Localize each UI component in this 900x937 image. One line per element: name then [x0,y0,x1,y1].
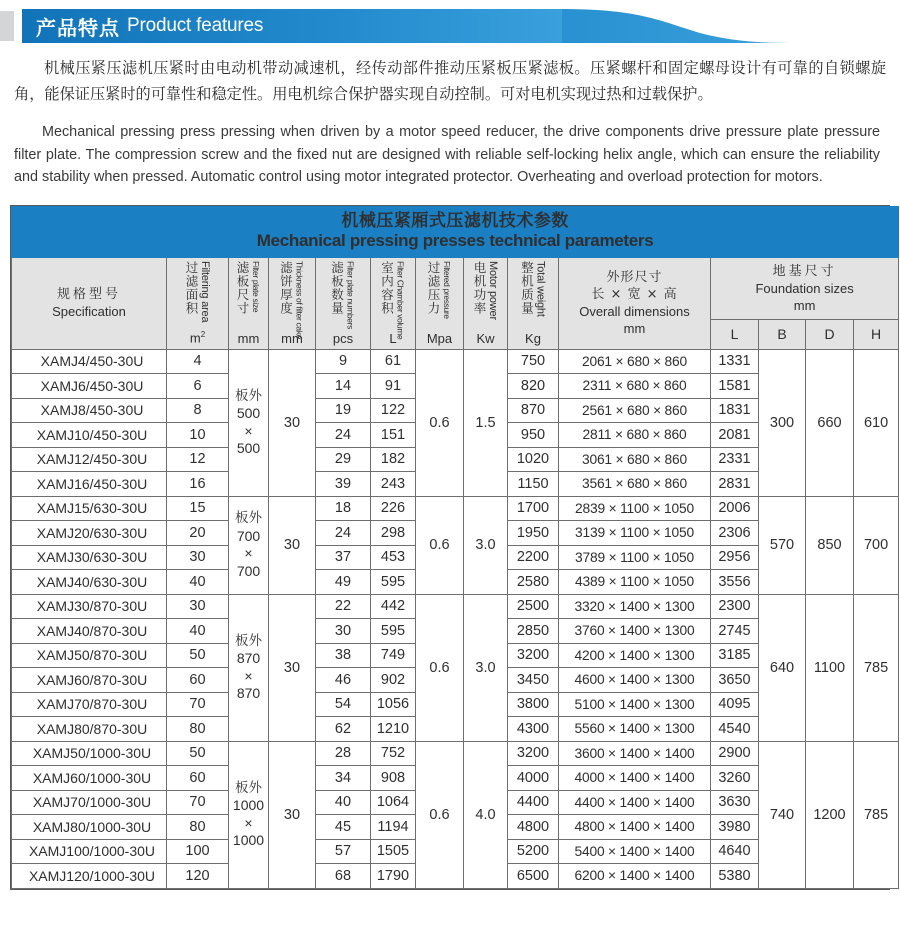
header-thickness-filter-cake-en: Thickness of filter cake [294,260,305,339]
cell-specification: XAMJ40/630-30U [12,570,167,595]
cell-foundation-l: 1831 [711,398,759,423]
spec-table-container [10,205,890,890]
intro-paragraph-en: Mechanical pressing press pressing when driven by a motor speed reducer, the drive components drive pressure plate pressure filter plate. The compression screw and the fixed nut are designed with reliable self-locking helix angle, which can ensure the reliability and stability when pressed. Automatic control using motor integrated protector. Overheating and overload protection for motors. [14,124,880,185]
cell-filtering-area: 20 [167,521,229,546]
cell-chamber-volume: 122 [371,398,416,423]
header-foundation-l: L [711,320,759,349]
header-specification-en: Specification [52,304,126,319]
header-filter-plate-number [316,257,371,349]
cell-specification: XAMJ80/870-30U [12,717,167,742]
cell-filtering-area: 12 [167,447,229,472]
cell-specification: XAMJ40/870-30U [12,619,167,644]
cell-foundation-l: 2900 [711,741,759,766]
header-foundation-unit: mm [793,297,816,313]
header-specification [12,257,167,349]
header-filtering-area-unit: $m^2$ [189,330,206,346]
intro-paragraph-cn: 机械压紧压滤机压紧时由电动机带动减速机，经传动部件推动压紧板压紧滤板。压紧螺杆和固定螺母设计有可靠的自锁螺旋角，能保证压紧时的可靠性和稳定性。用电机综合保护器实现自动控制。可对电机实现过热和过载保护。 [14,59,886,103]
cell-specification: XAMJ30/870-30U [12,594,167,619]
cell-foundation-l: 2300 [711,594,759,619]
cell-specification: XAMJ15/630-30U [12,496,167,521]
cell-foundation-l: 2306 [711,521,759,546]
cell-foundation-l: 1581 [711,374,759,399]
cell-total-weight: 1020 [508,447,559,472]
header-filtering-area-en: Filtering area [199,260,211,322]
cell-total-weight: 2200 [508,545,559,570]
cell-total-weight: 1150 [508,472,559,497]
cell-foundation-h: 610 [854,349,899,496]
cell-filter-plate-number: 57 [316,839,371,864]
header-motor-power [464,257,508,349]
cell-total-weight: 2580 [508,570,559,595]
cell-filter-plate-number: 9 [316,349,371,374]
cell-overall-dimensions: 3789 × 1100 × 1050 [559,545,711,570]
cell-overall-dimensions: 4389 × 1100 × 1050 [559,570,711,595]
cell-filter-plate-number: 37 [316,545,371,570]
cell-filter-plate-number: 54 [316,692,371,717]
table-row [12,349,899,374]
cell-filter-plate-size: 板外 870 × 870 [229,594,269,741]
cell-thickness-filter-cake: 30 [269,594,316,741]
cell-foundation-l: 2081 [711,423,759,448]
cell-filter-plate-number: 24 [316,423,371,448]
cell-chamber-volume: 595 [371,570,416,595]
cell-total-weight: 820 [508,374,559,399]
header-total-weight [508,257,559,349]
header-filter-plate-size [229,257,269,349]
header-thickness-filter-cake-cn: 滤饼厚度 [278,260,294,315]
header-filter-plate-size-cn: 滤板尺寸 [235,260,250,315]
cell-specification: XAMJ20/630-30U [12,521,167,546]
cell-foundation-l: 5380 [711,864,759,889]
header-motor-power-en: Motor power [487,260,499,320]
cell-motor-power: 3.0 [464,496,508,594]
cell-specification: XAMJ100/1000-30U [12,839,167,864]
cell-specification: XAMJ4/450-30U [12,349,167,374]
table-title-cell [12,206,899,257]
header-foundation-h: H [854,320,899,349]
cell-thickness-filter-cake: 30 [269,349,316,496]
header-chamber-volume-unit: L [389,330,397,346]
cell-filtered-pressure: 0.6 [416,496,464,594]
page-header-banner [0,7,900,49]
cell-overall-dimensions: 4600 × 1400 × 1300 [559,668,711,693]
cell-total-weight: 3450 [508,668,559,693]
cell-foundation-d: 1200 [806,741,854,888]
cell-thickness-filter-cake: 30 [269,741,316,888]
cell-overall-dimensions: 4800 × 1400 × 1400 [559,815,711,840]
cell-filtering-area: 60 [167,766,229,791]
table-header-row [12,257,899,320]
cell-filtered-pressure: 0.6 [416,594,464,741]
cell-filtering-area: 70 [167,692,229,717]
cell-foundation-l: 2331 [711,447,759,472]
cell-chamber-volume: 902 [371,668,416,693]
cell-foundation-l: 3650 [711,668,759,693]
cell-filter-plate-number: 28 [316,741,371,766]
table-row [12,594,899,619]
cell-filtering-area: 4 [167,349,229,374]
header-total-weight-unit: Kg [525,330,541,346]
cell-motor-power: 1.5 [464,349,508,496]
cell-chamber-volume: 151 [371,423,416,448]
cell-filter-plate-size: 板外 1000 × 1000 [229,741,269,888]
header-filtering-area [167,257,229,349]
cell-overall-dimensions: 2561 × 680 × 860 [559,398,711,423]
cell-chamber-volume: 1056 [371,692,416,717]
cell-total-weight: 3200 [508,643,559,668]
header-filter-plate-number-unit: pcs [332,330,354,346]
cell-foundation-l: 2006 [711,496,759,521]
table-title-en: Mechanical pressing presses technical parameters [256,230,654,250]
cell-foundation-l: 3260 [711,766,759,791]
table-title-row [12,206,899,257]
cell-chamber-volume: 908 [371,766,416,791]
cell-chamber-volume: 91 [371,374,416,399]
header-foundation-b: B [759,320,806,349]
cell-foundation-d: 660 [806,349,854,496]
cell-filter-plate-number: 40 [316,790,371,815]
cell-chamber-volume: 1505 [371,839,416,864]
cell-specification: XAMJ60/1000-30U [12,766,167,791]
cell-chamber-volume: 298 [371,521,416,546]
cell-filtering-area: 100 [167,839,229,864]
cell-filtering-area: 30 [167,594,229,619]
header-filtered-pressure-unit: Mpa [426,330,453,346]
header-chamber-volume [371,257,416,349]
cell-specification: XAMJ16/450-30U [12,472,167,497]
cell-specification: XAMJ60/870-30U [12,668,167,693]
cell-overall-dimensions: 2811 × 680 × 860 [559,423,711,448]
cell-specification: XAMJ120/1000-30U [12,864,167,889]
cell-overall-dimensions: 2061 × 680 × 860 [559,349,711,374]
cell-foundation-d: 1100 [806,594,854,741]
cell-foundation-l: 3980 [711,815,759,840]
cell-chamber-volume: 226 [371,496,416,521]
cell-chamber-volume: 1790 [371,864,416,889]
cell-specification: XAMJ50/1000-30U [12,741,167,766]
cell-overall-dimensions: 3061 × 680 × 860 [559,447,711,472]
header-filtered-pressure-en: Filtered pressure [442,260,452,319]
cell-filter-plate-number: 22 [316,594,371,619]
cell-foundation-h: 785 [854,741,899,888]
header-specification-cn: 规格型号 [56,287,121,302]
cell-filter-plate-number: 18 [316,496,371,521]
spec-table-body [12,349,899,888]
cell-foundation-b: 570 [759,496,806,594]
header-filtered-pressure [416,257,464,349]
cell-filtering-area: 80 [167,717,229,742]
cell-filtering-area: 8 [167,398,229,423]
cell-overall-dimensions: 6200 × 1400 × 1400 [559,864,711,889]
cell-filter-plate-number: 45 [316,815,371,840]
cell-foundation-l: 2956 [711,545,759,570]
cell-overall-dimensions: 4200 × 1400 × 1300 [559,643,711,668]
header-motor-power-unit: Kw [476,330,495,346]
header-filter-plate-size-unit: mm [237,330,260,346]
table-title-cn: 机械压紧厢式压滤机技术参数 [341,210,569,231]
cell-overall-dimensions: 5100 × 1400 × 1300 [559,692,711,717]
cell-chamber-volume: 243 [371,472,416,497]
cell-filter-plate-number: 34 [316,766,371,791]
header-total-weight-en: Total weight [534,260,547,317]
cell-specification: XAMJ8/450-30U [12,398,167,423]
cell-total-weight: 1700 [508,496,559,521]
cell-filtering-area: 10 [167,423,229,448]
cell-chamber-volume: 595 [371,619,416,644]
cell-filter-plate-number: 30 [316,619,371,644]
cell-total-weight: 4800 [508,815,559,840]
cell-specification: XAMJ80/1000-30U [12,815,167,840]
header-foundation-d: D [806,320,854,349]
spec-table [11,206,899,889]
table-row [12,496,899,521]
cell-chamber-volume: 749 [371,643,416,668]
cell-foundation-b: 640 [759,594,806,741]
cell-foundation-l: 3630 [711,790,759,815]
cell-chamber-volume: 61 [371,349,416,374]
cell-overall-dimensions: 4000 × 1400 × 1400 [559,766,711,791]
cell-total-weight: 950 [508,423,559,448]
header-overall-dimensions-unit: mm [623,321,646,336]
cell-overall-dimensions: 5400 × 1400 × 1400 [559,839,711,864]
cell-specification: XAMJ6/450-30U [12,374,167,399]
cell-chamber-volume: 453 [371,545,416,570]
header-overall-dimensions-cn: 外形尺寸 [606,270,663,285]
cell-total-weight: 5200 [508,839,559,864]
header-foundation-cn: 地基尺寸 [772,263,837,279]
cell-filtering-area: 120 [167,864,229,889]
cell-total-weight: 4400 [508,790,559,815]
cell-overall-dimensions: 2311 × 680 × 860 [559,374,711,399]
header-thickness-filter-cake [269,257,316,349]
cell-foundation-b: 300 [759,349,806,496]
cell-foundation-b: 740 [759,741,806,888]
cell-total-weight: 750 [508,349,559,374]
cell-specification: XAMJ10/450-30U [12,423,167,448]
cell-foundation-l: 4640 [711,839,759,864]
cell-filtering-area: 70 [167,790,229,815]
cell-overall-dimensions: 3600 × 1400 × 1400 [559,741,711,766]
cell-total-weight: 4000 [508,766,559,791]
header-filter-plate-number-en: Filter plate numbers [345,260,356,329]
cell-foundation-l: 1331 [711,349,759,374]
cell-filtered-pressure: 0.6 [416,349,464,496]
cell-filtered-pressure: 0.6 [416,741,464,888]
cell-chamber-volume: 442 [371,594,416,619]
header-foundation-sizes [711,257,899,320]
banner-title-cn: 产品特点 [36,17,120,40]
cell-filter-plate-size: 板外 500 × 500 [229,349,269,496]
cell-filter-plate-number: 19 [316,398,371,423]
cell-filter-plate-number: 68 [316,864,371,889]
header-foundation-en: Foundation sizes [755,280,854,296]
banner-title-en: Product features [127,15,264,36]
cell-chamber-volume: 182 [371,447,416,472]
cell-motor-power: 4.0 [464,741,508,888]
cell-total-weight: 2850 [508,619,559,644]
header-overall-dimensions-en: Overall dimensions [579,304,690,319]
cell-overall-dimensions: 3561 × 680 × 860 [559,472,711,497]
cell-specification: XAMJ30/630-30U [12,545,167,570]
cell-chamber-volume: 1064 [371,790,416,815]
cell-filtering-area: 15 [167,496,229,521]
header-thickness-filter-cake-unit: mm [281,330,303,346]
header-filtered-pressure-cn: 过滤压力 [426,260,441,315]
cell-total-weight: 870 [508,398,559,423]
cell-filtering-area: 40 [167,619,229,644]
cell-specification: XAMJ70/1000-30U [12,790,167,815]
cell-total-weight: 3800 [508,692,559,717]
cell-filtering-area: 16 [167,472,229,497]
cell-filtering-area: 50 [167,643,229,668]
cell-filtering-area: 60 [167,668,229,693]
cell-chamber-volume: 1194 [371,815,416,840]
cell-filter-plate-number: 38 [316,643,371,668]
cell-specification: XAMJ70/870-30U [12,692,167,717]
cell-chamber-volume: 1210 [371,717,416,742]
cell-overall-dimensions: 3320 × 1400 × 1300 [559,594,711,619]
cell-overall-dimensions: 2839 × 1100 × 1050 [559,496,711,521]
cell-filter-plate-number: 24 [316,521,371,546]
cell-filter-plate-number: 62 [316,717,371,742]
header-overall-dimensions-cn2: 长 × 宽 × 高 [591,287,678,302]
header-filter-plate-number-cn: 滤板数量 [329,260,345,315]
header-motor-power-cn: 电机功率 [472,260,487,315]
cell-filtering-area: 50 [167,741,229,766]
cell-foundation-l: 3556 [711,570,759,595]
cell-filtering-area: 6 [167,374,229,399]
cell-total-weight: 1950 [508,521,559,546]
cell-filtering-area: 40 [167,570,229,595]
cell-filter-plate-number: 29 [316,447,371,472]
cell-filter-plate-number: 46 [316,668,371,693]
cell-foundation-h: 785 [854,594,899,741]
cell-filter-plate-number: 39 [316,472,371,497]
cell-foundation-l: 2831 [711,472,759,497]
cell-overall-dimensions: 4400 × 1400 × 1400 [559,790,711,815]
cell-foundation-l: 3185 [711,643,759,668]
cell-filter-plate-size: 板外 700 × 700 [229,496,269,594]
intro-section [0,49,900,189]
cell-foundation-l: 2745 [711,619,759,644]
cell-filter-plate-number: 49 [316,570,371,595]
table-row [12,741,899,766]
cell-thickness-filter-cake: 30 [269,496,316,594]
cell-total-weight: 4300 [508,717,559,742]
cell-foundation-l: 4540 [711,717,759,742]
cell-motor-power: 3.0 [464,594,508,741]
cell-total-weight: 6500 [508,864,559,889]
header-total-weight-cn: 整机质量 [519,260,535,315]
cell-total-weight: 2500 [508,594,559,619]
cell-total-weight: 3200 [508,741,559,766]
cell-filtering-area: 80 [167,815,229,840]
header-filter-plate-size-en: Filter plate size [251,260,261,312]
cell-overall-dimensions: 3760 × 1400 × 1300 [559,619,711,644]
header-overall-dimensions [559,257,711,349]
header-chamber-volume-en: Filter Chamber volume [395,260,406,339]
cell-foundation-h: 700 [854,496,899,594]
cell-specification: XAMJ12/450-30U [12,447,167,472]
cell-filtering-area: 30 [167,545,229,570]
cell-overall-dimensions: 5560 × 1400 × 1300 [559,717,711,742]
cell-filter-plate-number: 14 [316,374,371,399]
cell-chamber-volume: 752 [371,741,416,766]
cell-foundation-l: 4095 [711,692,759,717]
cell-specification: XAMJ50/870-30U [12,643,167,668]
cell-foundation-d: 850 [806,496,854,594]
header-chamber-volume-cn: 室内容积 [379,260,395,315]
header-filtering-area-cn: 过滤面积 [184,260,199,315]
cell-overall-dimensions: 3139 × 1100 × 1050 [559,521,711,546]
